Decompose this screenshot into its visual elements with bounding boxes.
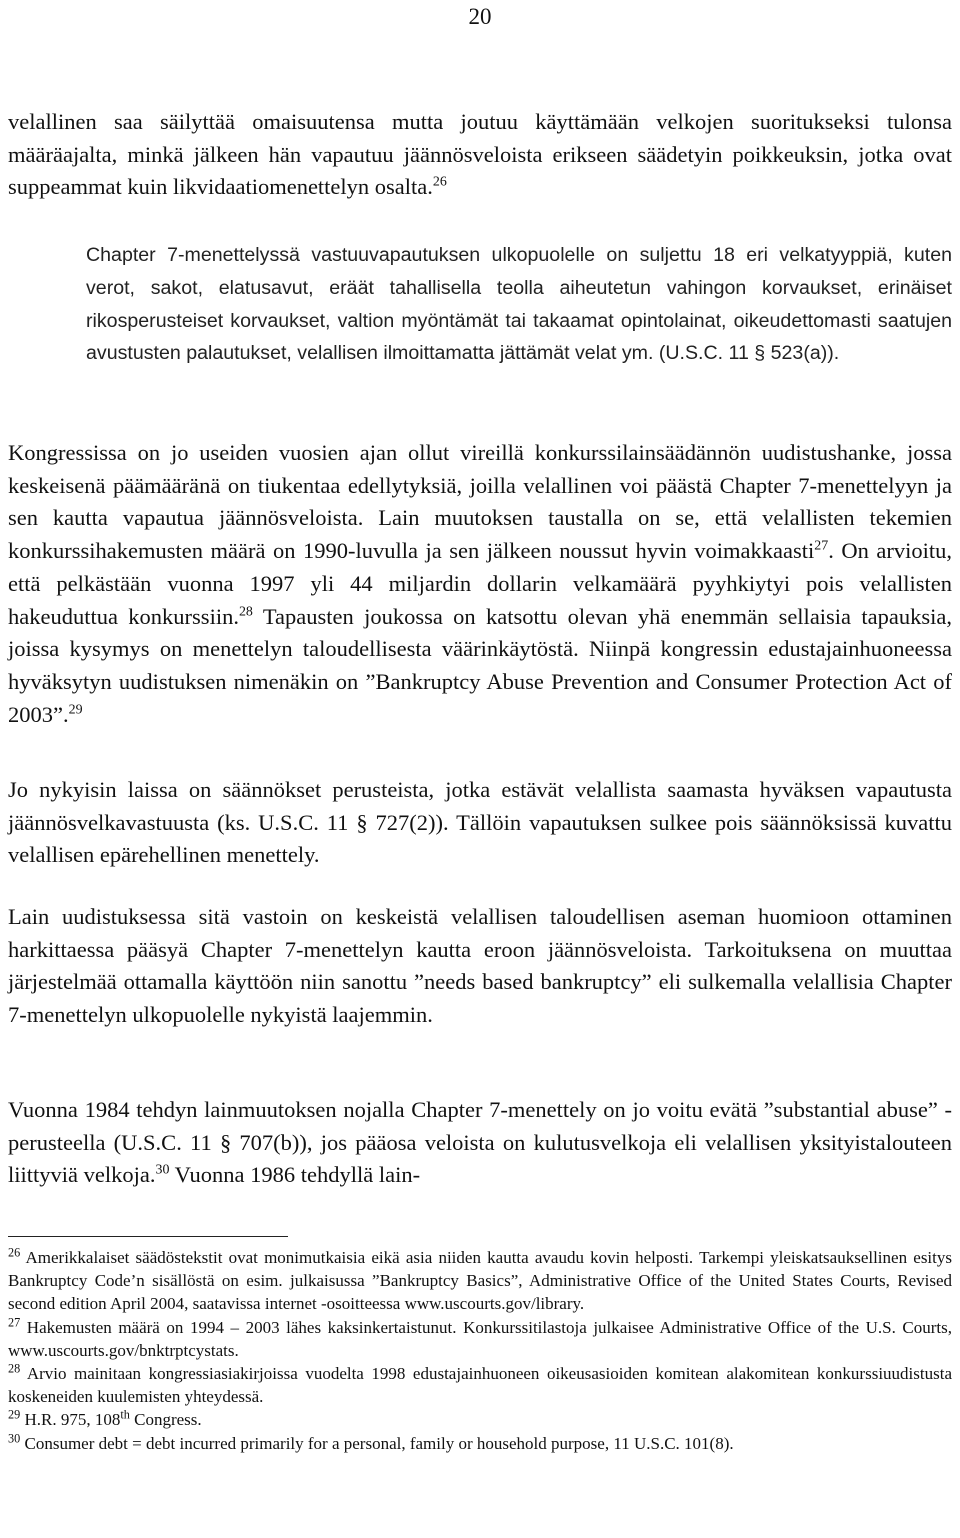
footnote-text: Arvio mainitaan kongressiasiakirjoissa vuodelta 1998 edustajainhuoneen oikeusasioiden komitean alakomitean konkurssiuudistusta koskeneiden kuulemisten yhteydessä. <box>8 1364 952 1407</box>
paragraph-2-text-b: . On arvioitu, että pelkästään vuonna 1997 yli 44 miljardin dollarin velkamäärä pyyhkiytyi pois velallisten hakeuduttua konkurssiin. <box>8 538 952 629</box>
paragraph-5-text-a: Vuonna 1984 tehdyn lainmuutoksen nojalla Chapter 7-menettely on jo voitu evätä ”substantial abuse” -perusteella (U.S.C. 11 § 707(b)), jos pääosa veloista on kulutusvelkoja eli velallisen yksityistalouteen liittyviä velkoja. <box>8 1097 952 1188</box>
footnote-text-end: Congress. <box>129 1410 202 1430</box>
paragraph-1-text: velallinen saa säilyttää omaisuutensa mutta joutuu käyttämään velkojen suoritukseksi tulonsa määräajalta, minkä jälkeen hän vapautuu jäännösveloista erikseen säädetyin poikkeuksin, jotka ovat suppeammat kuin likvidaatiomenettelyn osalta. <box>8 109 952 200</box>
ordinal-suffix: th <box>120 1407 130 1422</box>
paragraph-3: Jo nykyisin laissa on säännökset perusteista, jotka estävät velallista saamasta hyväksen vapautusta jäännösvelkavastuusta (ks. U.S.C. 11 § 727(2)). Tällöin vapautuksen sulkee pois säännöksissä kuvattu velallisen epärehellinen menettely. <box>8 777 952 868</box>
footnote-divider <box>8 1236 288 1237</box>
footnote-number: 26 <box>8 1245 21 1260</box>
paragraph-2-text-c: Tapausten joukossa on katsottu olevan yhä enemmän sellaisia tapauksia, joissa kysymys on menettelyn taloudellisesta väärinkäytöstä. Niinpä kongressin edustajainhuoneessa hyväksytyn uudistuksen nimenäkin on ”Bankruptcy Abuse Prevention and Consumer Protection Act of 2003”. <box>8 603 952 727</box>
footnote-number: 29 <box>8 1407 21 1422</box>
quoted-block: Chapter 7-menettelyssä vastuuvapautuksen ulkopuolelle on suljettu 18 eri velkatyyppiä, kuten verot, sakot, elatusavut, eräät tahallisella teolla aiheutetun vahingon korvaukset, erinäiset rikosperusteiset korvaukset, valtion myöntämät tai takaamat opintolainat, oikeudettomasti saatujen avustusten palautukset, velallisen ilmoittamatta jättämät velat ym. (U.S.C. 11 § 523(a)). <box>86 244 952 365</box>
footnote-text: Amerikkalaiset säädöstekstit ovat monimutkaisia eikä asia niiden kautta avaudu kovin helposti. Tarkempi yleiskatsauksellinen esitys Bankruptcy Code’n sisällöstä on esim. julkaisussa ”Bankruptcy Basics”, Administrative Office of the United States Courts, Revised second edition April 2004, saatavissa internet -osoitteessa www.uscourts.gov/library. <box>8 1248 952 1314</box>
footnote-27 <box>8 1316 952 1362</box>
paragraph-5 <box>8 1094 952 1192</box>
paragraph-1 <box>8 106 952 204</box>
footnote-text: H.R. 975, 108 <box>20 1410 121 1430</box>
footnote-text: Hakemusten määrä on 1994 – 2003 lähes kaksinkertaistunut. Konkurssitilastoja julkaisee Administrative Office of the U.S. Courts, www.uscourts.gov/bnktrptcystats. <box>8 1317 952 1360</box>
footnote-text: Consumer debt = debt incurred primarily for a personal, family or household purpose, 11 U.S.C. 101(8). <box>20 1433 734 1453</box>
footnote-ref-30: 30 <box>155 1163 170 1179</box>
footnote-28 <box>8 1362 952 1408</box>
paragraph-4: Lain uudistuksessa sitä vastoin on keskeistä velallisen taloudellisen aseman huomioon ottaminen harkittaessa pääsyä Chapter 7-menettelyn kautta eroon jäännösveloista. Tarkoituksena on muuttaa järjestelmää ottamalla käyttöön niin sanottu ”needs based bankruptcy” eli sulkemalla velallisia Chapter 7-menettelyn ulkopuolelle nykyistä laajemmin. <box>8 904 952 1028</box>
footnote-30 <box>8 1432 952 1455</box>
footnote-number: 27 <box>8 1314 21 1329</box>
footnote-number: 28 <box>8 1361 21 1376</box>
footnote-ref-26: 26 <box>432 175 447 191</box>
footnote-ref-29: 29 <box>68 702 83 718</box>
footnotes <box>8 1246 952 1455</box>
page-number: 20 <box>468 4 492 29</box>
footnote-number: 30 <box>8 1430 21 1445</box>
paragraph-2-text-a: Kongressissa on jo useiden vuosien ajan ollut vireillä konkurssilainsäädännön uudistushanke, jossa keskeisenä päämääränä on tiukentaa edellytyksiä, joilla velallinen voi päästä Chapter 7-menettelyyn ja sen kautta vapautua jäännösveloista. Lain muutoksen taustalla on se, että velallisten tekemien konkurssihakemusten määrä on 1990-luvulla ja sen jälkeen noussut hyvin voimakkaasti <box>8 440 952 564</box>
footnote-29 <box>8 1408 952 1431</box>
footnote-ref-28: 28 <box>238 604 253 620</box>
footnote-ref-27: 27 <box>814 538 829 554</box>
paragraph-2 <box>8 437 952 731</box>
footnote-26 <box>8 1246 952 1316</box>
paragraph-5-text-b: Vuonna 1986 tehdyllä lain- <box>169 1162 421 1188</box>
